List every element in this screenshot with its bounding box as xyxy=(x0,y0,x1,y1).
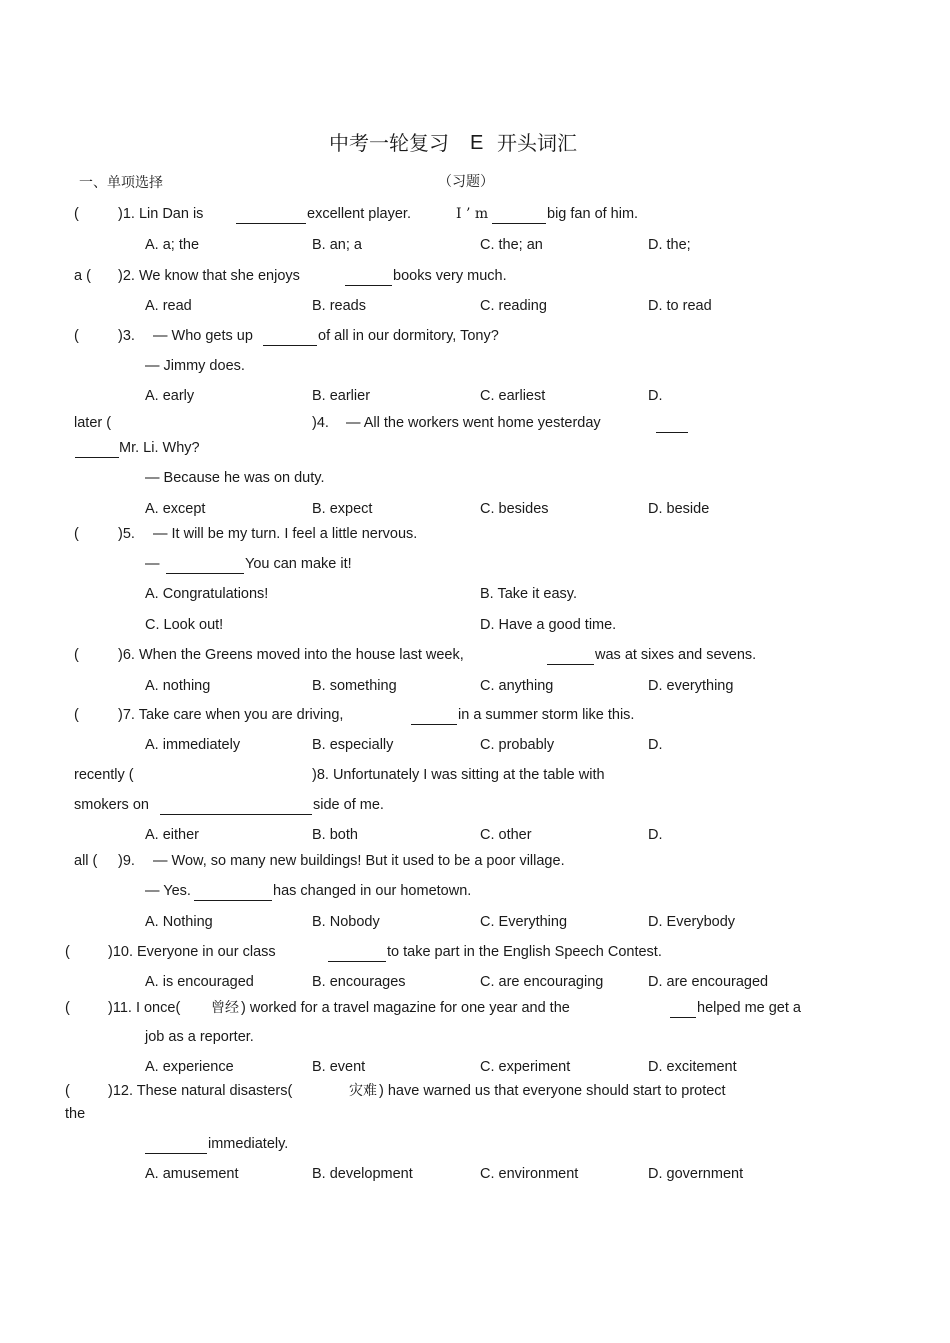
option-d: D. xyxy=(648,388,663,404)
option-d: D. to read xyxy=(648,298,712,314)
option-a: A. Nothing xyxy=(145,914,213,930)
question-stem: — Who gets up xyxy=(153,328,253,344)
option-c: C. Everything xyxy=(480,914,568,930)
answer-blank xyxy=(194,900,272,901)
question-stem: in a summer storm like this. xyxy=(458,707,635,723)
option-d: D. government xyxy=(648,1166,744,1182)
option-b: B. an; a xyxy=(312,237,362,253)
answer-paren: later ( xyxy=(74,415,112,431)
question-stem: of all in our dormitory, Tony? xyxy=(318,328,499,344)
option-c: C. are encouraging xyxy=(480,974,604,990)
answer-paren: all ( xyxy=(74,853,98,869)
option-b: B. both xyxy=(312,827,358,843)
question-number: )9. xyxy=(118,853,135,869)
option-d: D. beside xyxy=(648,501,710,517)
option-c: C. experiment xyxy=(480,1059,571,1075)
section-subtitle: （习题） xyxy=(438,174,494,190)
question-number: )4. xyxy=(312,415,329,431)
option-a: A. nothing xyxy=(145,678,211,694)
option-d: D. xyxy=(648,737,663,753)
question-stem: — All the workers went home yesterday xyxy=(346,415,601,431)
answer-paren: ( xyxy=(74,206,79,222)
option-b: B. expect xyxy=(312,501,373,517)
question-stem: )7. Take care when you are driving, xyxy=(118,707,344,723)
reply-dash: — xyxy=(145,556,160,572)
question-stem: )6. When the Greens moved into the house last week, xyxy=(118,647,464,663)
answer-blank xyxy=(236,223,306,224)
answer-blank xyxy=(492,223,546,224)
question-stem: side of me. xyxy=(313,797,384,813)
answer-blank xyxy=(656,432,688,433)
answer-paren: ( xyxy=(74,647,79,663)
answer-paren: ( xyxy=(65,1083,70,1099)
option-c: C. Look out! xyxy=(145,617,224,633)
question-stem: ) have warned us that everyone should start to protect xyxy=(379,1083,726,1099)
question-stem: helped me get a xyxy=(697,1000,801,1016)
option-d: D. Have a good time. xyxy=(480,617,617,633)
option-a: A. amusement xyxy=(145,1166,239,1182)
option-d: D. Everybody xyxy=(648,914,736,930)
page-title-main: 中考一轮复习 xyxy=(329,131,449,155)
option-d: D. everything xyxy=(648,678,734,694)
answer-paren: ( xyxy=(74,526,79,542)
option-c: C. besides xyxy=(480,501,549,517)
question-stem: books very much. xyxy=(393,268,507,284)
option-b: B. especially xyxy=(312,737,394,753)
question-stem: immediately. xyxy=(208,1136,289,1152)
option-a: A. except xyxy=(145,501,206,517)
option-b: B. event xyxy=(312,1059,366,1075)
option-d: D. the; xyxy=(648,237,691,253)
page-title-letter: E xyxy=(470,132,484,154)
answer-blank xyxy=(547,664,594,665)
page-title-suffix: 开头词汇 xyxy=(497,131,577,155)
question-stem: smokers on xyxy=(74,797,149,813)
answer-blank xyxy=(670,1017,696,1018)
question-stem: )11. I once( xyxy=(108,1000,181,1016)
question-stem: )10. Everyone in our class xyxy=(108,944,276,960)
option-b: B. earlier xyxy=(312,388,371,404)
question-number: )5. xyxy=(118,526,135,542)
answer-paren: ( xyxy=(65,944,70,960)
option-a: A. is encouraged xyxy=(145,974,254,990)
option-c: C. earliest xyxy=(480,388,546,404)
question-stem: Mr. Li. Why? xyxy=(119,440,200,456)
option-d: D. excitement xyxy=(648,1059,737,1075)
answer-blank xyxy=(328,961,386,962)
question-reply: — Jimmy does. xyxy=(145,358,245,374)
answer-blank xyxy=(166,573,244,574)
answer-blank xyxy=(345,285,392,286)
option-b: B. Nobody xyxy=(312,914,380,930)
option-a: A. a; the xyxy=(145,237,200,253)
option-a: A. early xyxy=(145,388,195,404)
question-number: )3. xyxy=(118,328,135,344)
option-d: D. are encouraged xyxy=(648,974,769,990)
option-c: C. environment xyxy=(480,1166,579,1182)
option-c: C. reading xyxy=(480,298,547,314)
question-stem: You can make it! xyxy=(245,556,352,572)
question-stem: job as a reporter. xyxy=(145,1029,254,1045)
question-stem: excellent player. xyxy=(307,206,411,222)
answer-blank xyxy=(263,345,317,346)
question-stem: )8. Unfortunately I was sitting at the table with xyxy=(312,767,605,783)
option-b: B. development xyxy=(312,1166,413,1182)
answer-paren: ( xyxy=(65,1000,70,1016)
question-stem: ) worked for a travel magazine for one year and the xyxy=(241,1000,570,1016)
answer-paren: recently ( xyxy=(74,767,134,783)
question-stem: )12. These natural disasters( xyxy=(108,1083,293,1099)
option-a: A. experience xyxy=(145,1059,234,1075)
question-stem: )1. Lin Dan is xyxy=(118,206,204,222)
question-stem: was at sixes and sevens. xyxy=(595,647,757,663)
option-a: A. Congratulations! xyxy=(145,586,269,602)
question-stem: — It will be my turn. I feel a little nervous. xyxy=(153,526,418,542)
option-b: B. Take it easy. xyxy=(480,586,577,602)
option-a: A. immediately xyxy=(145,737,241,753)
question-stem: — Wow, so many new buildings! But it used to be a poor village. xyxy=(153,853,565,869)
option-b: B. encourages xyxy=(312,974,406,990)
answer-paren: a ( xyxy=(74,268,91,284)
option-c: C. the; an xyxy=(480,237,543,253)
option-a: A. either xyxy=(145,827,199,843)
question-stem: I ’ m xyxy=(456,206,489,222)
option-a: A. read xyxy=(145,298,192,314)
chinese-gloss: 曾经 xyxy=(211,1000,239,1016)
option-b: B. something xyxy=(312,678,397,694)
question-reply: — Because he was on duty. xyxy=(145,470,325,486)
answer-blank xyxy=(160,814,312,815)
answer-blank xyxy=(75,457,119,458)
option-d: D. xyxy=(648,827,663,843)
answer-paren: ( xyxy=(74,707,79,723)
option-c: C. probably xyxy=(480,737,555,753)
question-stem: has changed in our hometown. xyxy=(273,883,472,899)
question-stem: to take part in the English Speech Contest. xyxy=(387,944,662,960)
option-c: C. anything xyxy=(480,678,554,694)
question-stem: )2. We know that she enjoys xyxy=(118,268,300,284)
question-stem: big fan of him. xyxy=(547,206,639,222)
option-b: B. reads xyxy=(312,298,366,314)
answer-blank xyxy=(145,1153,207,1154)
option-c: C. other xyxy=(480,827,532,843)
answer-blank xyxy=(411,724,457,725)
question-stem: the xyxy=(65,1106,86,1122)
section-heading: 一、单项选择 xyxy=(79,175,163,191)
chinese-gloss: 灾难 xyxy=(349,1083,377,1099)
answer-paren: ( xyxy=(74,328,79,344)
question-reply: — Yes. xyxy=(145,883,191,899)
